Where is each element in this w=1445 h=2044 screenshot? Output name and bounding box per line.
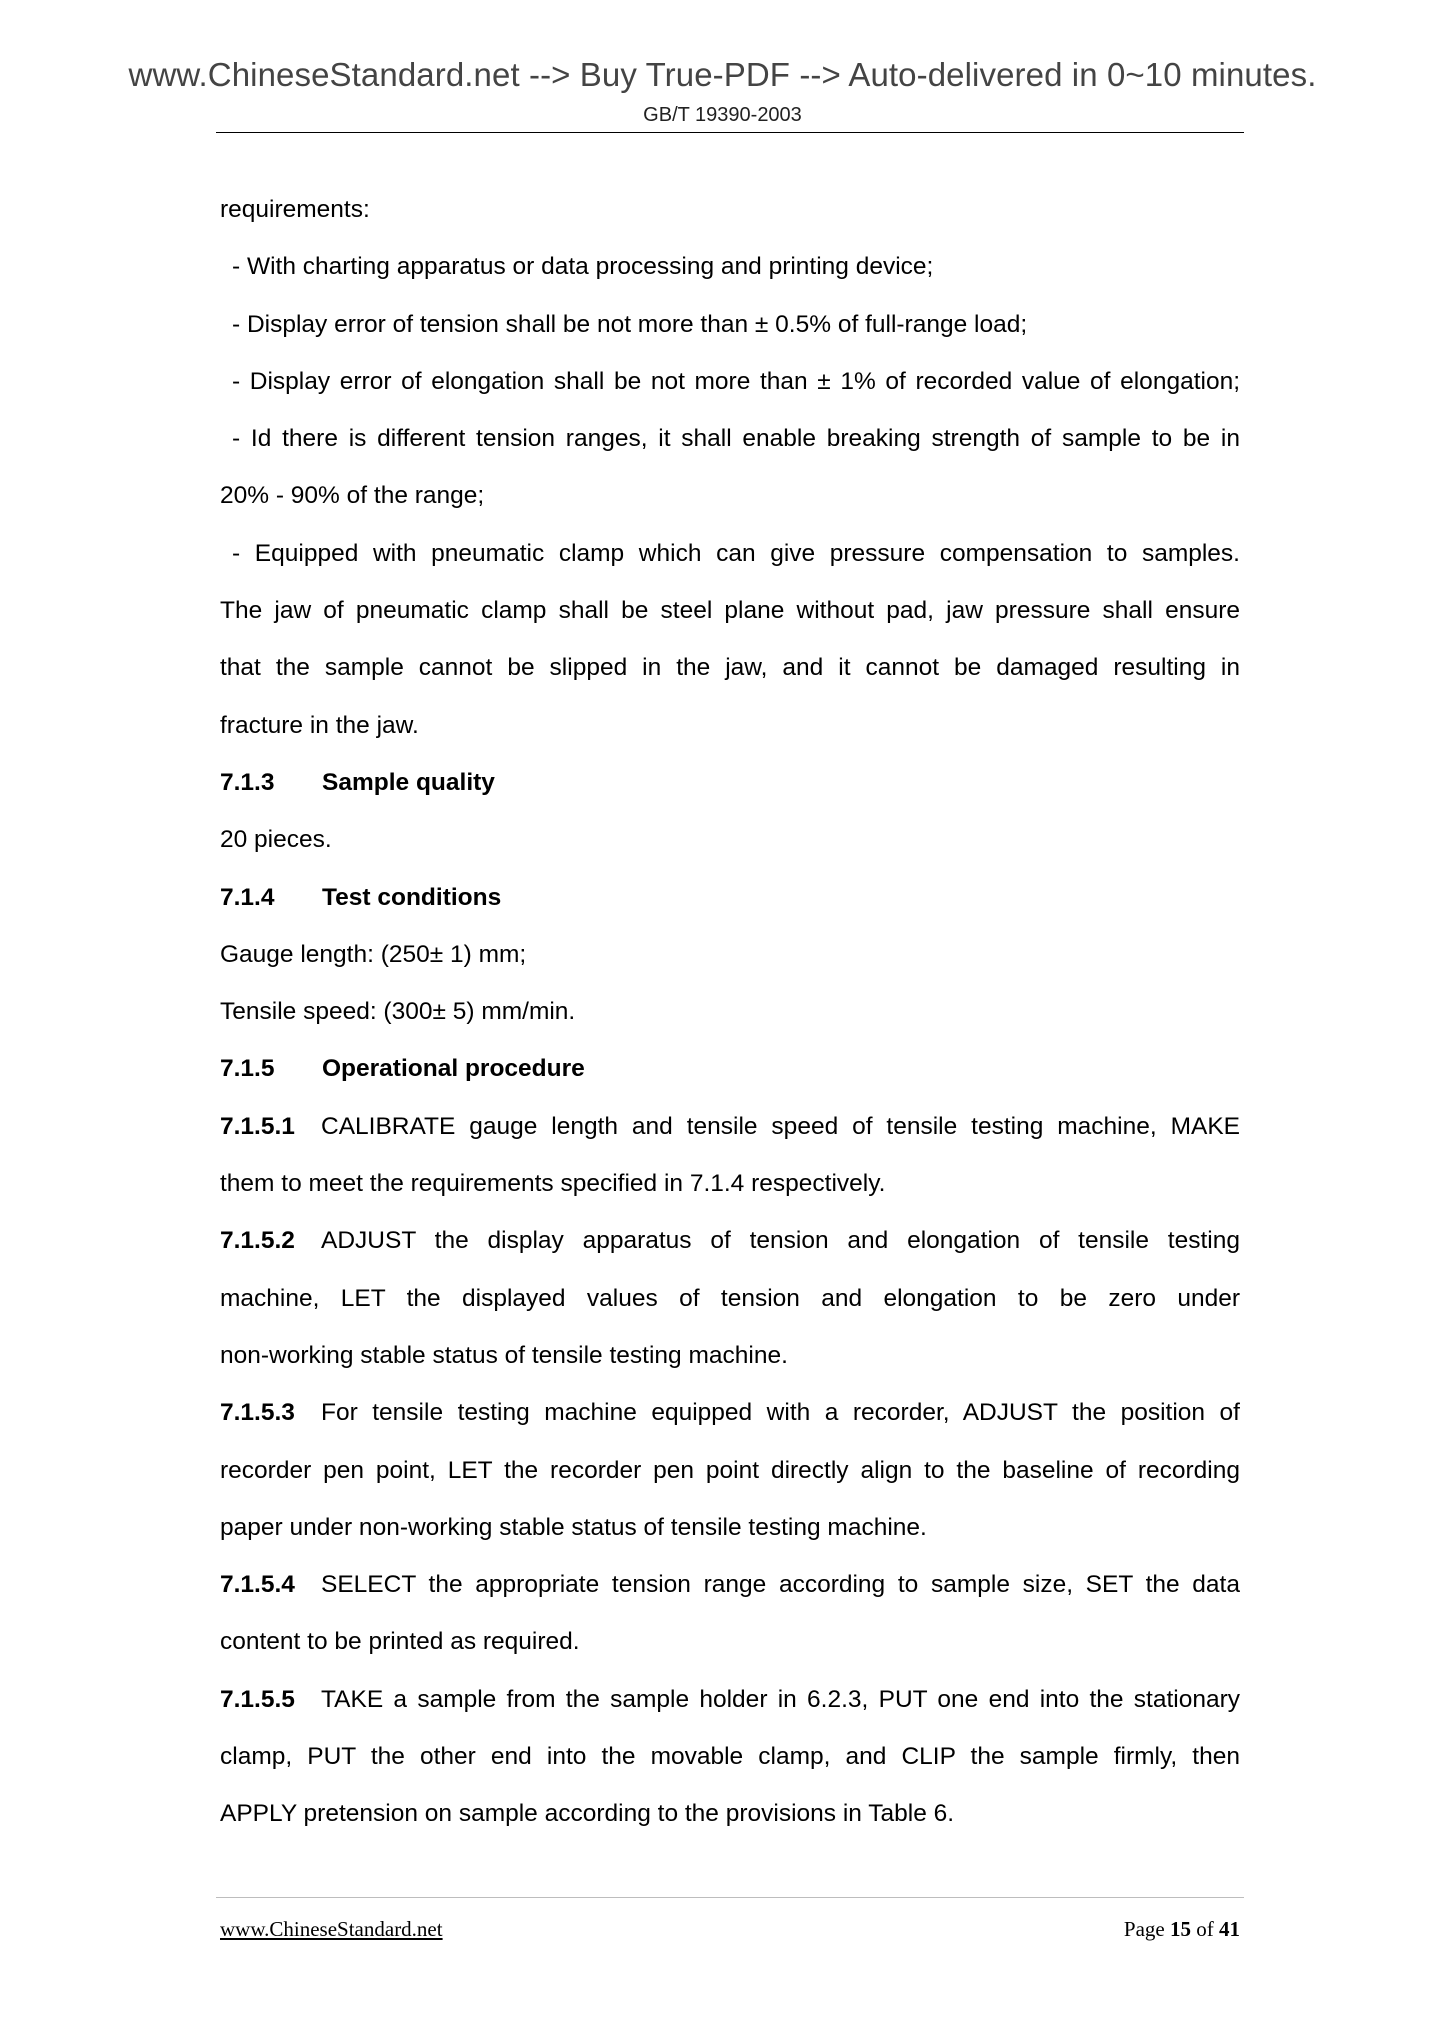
clause-text: TAKE a sample from the sample holder in 6.2.3, PUT one end into the stationary [321, 1685, 1240, 1713]
body-line: fracture in the jaw. [220, 711, 419, 739]
page-total: 41 [1219, 1917, 1240, 1941]
section-heading-7-1-5 [220, 1040, 1240, 1097]
footer-site-link[interactable]: www.ChineseStandard.net [220, 1917, 443, 1941]
body-line: clamp, PUT the other end into the movable clamp, and CLIP the sample firmly, then [220, 1743, 1240, 1771]
promo-banner[interactable]: www.ChineseStandard.net --> Buy True-PDF --> Auto-delivered in 0~10 minutes. [128, 56, 1317, 93]
body-line: 20 pieces. [220, 826, 332, 854]
list-item: - Display error of tension shall be not more than ± 0.5% of full-range load; [232, 310, 1028, 338]
list-item: - With charting apparatus or data processing and printing device; [232, 253, 934, 281]
body-line: 20% - 90% of the range; [220, 482, 485, 510]
section-title: Operational procedure [322, 1055, 585, 1083]
document-code: GB/T 19390-2003 [643, 104, 802, 126]
body-line: machine, LET the displayed values of tension and elongation to be zero under [220, 1284, 1240, 1312]
body-line: them to meet the requirements specified in 7.1.4 respectively. [220, 1170, 886, 1198]
clause-7-1-5-3 [220, 1384, 1240, 1441]
clause-text: CALIBRATE gauge length and tensile speed of tensile testing machine, MAKE [321, 1112, 1240, 1140]
section-heading-7-1-4 [220, 869, 1240, 926]
header-divider [216, 132, 1244, 133]
clause-number: 7.1.5.1 [220, 1112, 295, 1140]
body-line: content to be printed as required. [220, 1628, 580, 1656]
clause-number: 7.1.5.5 [220, 1685, 295, 1713]
clause-7-1-5-2 [220, 1212, 1240, 1269]
clause-text: SELECT the appropriate tension range according to sample size, SET the data [321, 1571, 1240, 1599]
section-title: Sample quality [322, 768, 495, 796]
clause-number: 7.1.5.4 [220, 1571, 295, 1599]
clause-7-1-5-5 [220, 1671, 1240, 1728]
section-title: Test conditions [322, 883, 502, 911]
section-number: 7.1.3 [220, 768, 275, 796]
body-line: that the sample cannot be slipped in the jaw, and it cannot be damaged resulting in [220, 654, 1240, 682]
body-line: requirements: [220, 196, 370, 223]
of-label: of [1196, 1917, 1214, 1941]
section-number: 7.1.4 [220, 883, 275, 911]
list-item: - Display error of elongation shall be not more than ± 1% of recorded value of elongation; [232, 367, 1240, 395]
page-indicator [1124, 1917, 1240, 1942]
body-line: non-working stable status of tensile testing machine. [220, 1341, 788, 1369]
body-line: APPLY pretension on sample according to the provisions in Table 6. [220, 1800, 955, 1828]
body-line: Gauge length: (250± 1) mm; [220, 940, 527, 968]
clause-text: ADJUST the display apparatus of tension and elongation of tensile testing [321, 1227, 1240, 1255]
list-item: - Equipped with pneumatic clamp which can give pressure compensation to samples. [232, 539, 1240, 567]
clause-7-1-5-4 [220, 1556, 1240, 1613]
list-item: - Id there is different tension ranges, it shall enable breaking strength of sample to be in [232, 425, 1240, 453]
body-line: paper under non-working stable status of tensile testing machine. [220, 1513, 927, 1541]
clause-text: For tensile testing machine equipped with a recorder, ADJUST the position of [321, 1399, 1240, 1427]
body-line: Tensile speed: (300± 5) mm/min. [220, 998, 576, 1026]
body-line: recorder pen point, LET the recorder pen point directly align to the baseline of recording [220, 1456, 1240, 1484]
section-heading-7-1-3 [220, 754, 1240, 811]
page-number: 15 [1170, 1917, 1191, 1941]
footer-divider [216, 1897, 1244, 1898]
body-line: The jaw of pneumatic clamp shall be steel plane without pad, jaw pressure shall ensure [220, 597, 1240, 625]
clause-number: 7.1.5.2 [220, 1227, 295, 1255]
clause-7-1-5-1 [220, 1098, 1240, 1155]
section-number: 7.1.5 [220, 1055, 275, 1083]
document-body [220, 181, 1240, 1843]
clause-number: 7.1.5.3 [220, 1399, 295, 1427]
page-label: Page [1123, 1917, 1165, 1941]
